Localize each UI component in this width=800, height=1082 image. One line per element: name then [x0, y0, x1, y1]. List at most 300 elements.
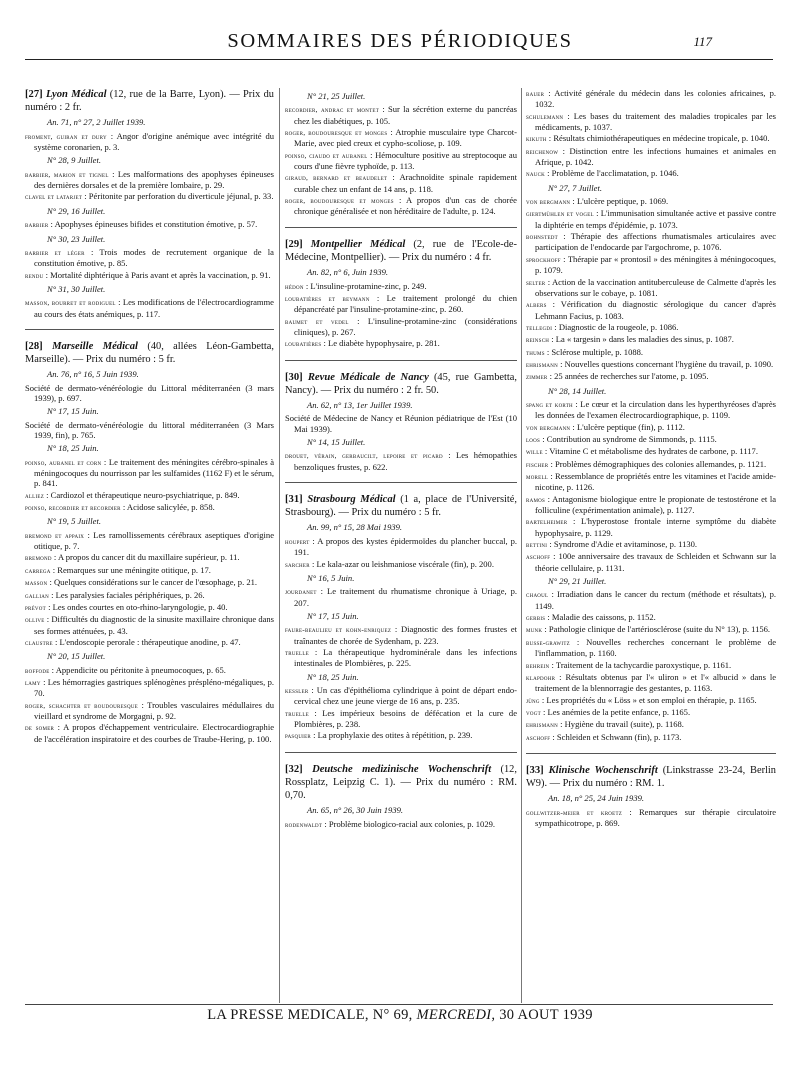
article-entry — [285, 536, 517, 558]
issue-line: N° 20, 15 Juillet. — [47, 651, 106, 662]
article-entry — [526, 637, 776, 659]
journal-heading — [285, 493, 517, 519]
article-entry — [25, 590, 274, 601]
article-author: bartelheimer — [526, 517, 568, 527]
journal-number: [30] — [285, 371, 308, 383]
article-title: : Antagonisme biologique entre le propionate de testostérone et la folliculine (expérimentation animale), p. 1127. — [535, 493, 776, 516]
article-author: munk — [526, 625, 543, 635]
article-entry — [25, 247, 274, 269]
article-entry — [526, 334, 776, 345]
article-entry — [25, 665, 274, 676]
journal-name: Klinische Wochenschrift — [548, 764, 658, 776]
article-author: houpert — [285, 536, 310, 546]
article-author: busse-grawitz — [526, 637, 570, 647]
article-title: : Difficultés du diagnostic de la sinusite maxillaire chronique dans ses formes atténuées, p. 43. — [34, 614, 274, 636]
article-title: Société de Médecine de Nancy et Réunion pédiatrique de l'Est (10 Mai 1939). — [285, 413, 517, 434]
article-entry — [526, 111, 776, 133]
article-entry — [25, 565, 274, 576]
article-author: ehrismann — [526, 359, 558, 369]
journal-number: [32] — [285, 763, 313, 775]
article-title: : Un cas d'épithélioma cylindrique à point de départ endo-cervical chez une jeune vierge de 16 ans, p. 235. — [294, 684, 517, 707]
article-entry — [526, 196, 776, 207]
article-entry — [25, 552, 274, 563]
article-title: : Le traitement des méningites cérébro-spinales à méningocoques du nourrisson par les sulfamides (1162 F) et le sérum, p. 841. — [34, 456, 274, 489]
article-author: boffode — [25, 665, 50, 675]
article-author: recordier, andrac et montet — [285, 105, 380, 115]
article-author: barbier et léger — [25, 247, 85, 257]
article-entry — [25, 270, 274, 281]
article-title: : Les modifications de l'électrocardiogramme au cours des états anémiques, p. 117. — [34, 297, 274, 319]
article-entry — [526, 660, 776, 671]
journal-heading — [526, 764, 776, 790]
article-title: : Problème biologico-racial aux colonies, p. 1029. — [322, 818, 496, 829]
article-entry — [25, 420, 274, 441]
journal-number: [28] — [25, 340, 53, 352]
article-entry — [526, 371, 776, 382]
article-title: : La thérapeutique hydrominérale dans les infections intestinales de Plombières, p. 225. — [294, 646, 517, 669]
article-author: morell — [526, 472, 549, 481]
article-author: carrega — [25, 565, 51, 575]
article-entry — [526, 299, 776, 321]
article-entry — [25, 383, 274, 404]
article-title: : Ressemblance de propriétés entre les vitamines et l'acide amide-nicotine, p. 1126. — [535, 471, 776, 493]
column-divider — [521, 88, 522, 1003]
article-entry — [526, 732, 776, 743]
article-entry — [25, 490, 274, 501]
article-title: : Apophyses épineuses bifides et constitution émotive, p. 57. — [48, 219, 258, 230]
article-entry — [526, 322, 776, 333]
article-author: ehrismann — [526, 720, 558, 730]
article-author: rodenwaldt — [285, 819, 323, 829]
article-entry — [526, 146, 776, 168]
article-title: Société de dermato-vénéréologie du Littoral méditerranéen (3 mars 1939), p. 697. — [25, 382, 274, 403]
article-entry — [526, 624, 776, 635]
article-author: wille — [526, 447, 543, 457]
article-author: tellegdi — [526, 322, 553, 332]
article-author: vogt — [526, 707, 541, 717]
issue-line: N° 18, 25 Juin. — [47, 443, 99, 454]
article-title: : Sur la sécrétion externe du pancréas chez les diabétiques, p. 105. — [294, 104, 518, 126]
article-title: : Le kala-azar ou leishmaniose viscérale (fin), p. 200. — [309, 558, 494, 569]
article-title: : A propos du cancer dit du maxillaire supérieur, p. 11. — [51, 552, 240, 563]
article-title: : Troubles vasculaires médullaires du vieillard et syndrome de Morgagni, p. 92. — [34, 699, 275, 721]
article-author: poinso, ciaudo et aubanel — [285, 150, 368, 160]
article-author: roger, boudouresque et monges — [285, 128, 388, 138]
article-author: poinso, aubanel et corn — [25, 457, 102, 467]
article-title: : 100e anniversaire des travaux de Schleiden et Schwann sur la théorie cellulaire, p. 1131. — [535, 551, 776, 573]
footer-rule — [25, 1004, 773, 1005]
article-title: : Diagnostic des formes frustes et traînantes de chorée de Sydenham, p. 223. — [294, 624, 517, 646]
article-author: von bergmann — [526, 197, 571, 207]
article-title: : Irradiation dans le cancer du rectum (méthode et résultats), p. 1149. — [535, 589, 776, 611]
article-entry — [526, 707, 776, 718]
article-author: hédon — [285, 281, 304, 291]
article-title: : Hémoculture positive au streptocoque au cours d'une fièvre typhoïde, p. 113. — [294, 149, 517, 172]
article-entry — [285, 338, 517, 349]
article-entry — [526, 719, 776, 730]
article-author: pasquier — [285, 731, 311, 741]
article-author: truelle — [285, 708, 309, 718]
article-entry — [25, 530, 274, 552]
article-title: : Activité générale du médecin dans les colonies africaines, p. 1032. — [535, 88, 776, 110]
article-entry — [526, 208, 776, 230]
article-title: : L'insuline-protamine-zinc, p. 249. — [303, 280, 427, 291]
article-entry — [285, 819, 517, 830]
article-entry — [25, 700, 274, 722]
article-title: : Les hémorragies gastriques splénogènes préspléno-mégaliques, p. 70. — [34, 676, 274, 699]
article-title: : Les impérieux besoins de défécation et la cure de Plombières, p. 238. — [294, 707, 517, 729]
article-title: : Nouvelles questions concernant l'hygiène du travail, p. 1090. — [557, 358, 774, 369]
journal-address: (2, rue de l'Ecole-de-Médecine, Montpellier). — Prix du numéro : 4 fr. — [285, 238, 517, 263]
column-left — [25, 88, 274, 745]
article-entry — [25, 614, 274, 636]
article-title: : Les ramollissements cérébraux aseptiques d'origine otitique, p. 7. — [34, 529, 274, 552]
issue-line: N° 28, 14 Juillet. — [548, 385, 607, 396]
article-author: loubatières et beymann — [285, 293, 370, 303]
journal-number: [29] — [285, 238, 311, 250]
article-entry — [526, 672, 776, 694]
article-author: bremond — [25, 553, 52, 563]
article-entry — [25, 502, 274, 513]
article-entry — [25, 602, 274, 613]
article-entry — [526, 359, 776, 370]
article-entry — [526, 494, 776, 516]
page-header — [20, 30, 780, 62]
article-title: : La « targesin » dans les maladies des sinus, p. 1087. — [549, 334, 734, 345]
article-title: : Arachnoïdite spinale rapidement curable chez un enfant de 14 ans, p. 118. — [294, 172, 517, 194]
article-entry — [285, 624, 517, 646]
page-title: SOMMAIRES DES PÉRIODIQUES — [227, 30, 573, 52]
article-entry — [526, 807, 776, 829]
issue-line: N° 29, 21 Juillet. — [548, 576, 607, 587]
article-entry — [25, 577, 274, 588]
article-title: : Le diabète hypophysaire, p. 281. — [321, 338, 440, 349]
article-entry — [526, 434, 776, 445]
article-entry — [526, 516, 776, 538]
article-author: aschoff — [526, 552, 551, 562]
article-title: : Appendicite ou péritonite à pneumocoques, p. 65. — [49, 664, 226, 675]
journal-name: Lyon Médical — [45, 89, 107, 100]
article-entry — [526, 551, 776, 573]
article-author: bohnstedt — [526, 232, 558, 242]
article-entry — [285, 685, 517, 707]
article-title: : Les paralysies faciales périphériques, p. 26. — [48, 589, 205, 600]
article-author: drouet, vérain, gerbaucilt, lepoire et picard — [285, 451, 443, 461]
article-author: ramos — [526, 494, 546, 504]
article-title: : Maladie des caissons, p. 1152. — [545, 612, 656, 623]
article-title: : Diagnostic de la rougeole, p. 1086. — [552, 321, 679, 332]
article-title: : Résultats obtenus par l'« uliron » et l'« albucid » dans le traitement de la blennorragie des gestantes, p. 1163. — [535, 671, 776, 694]
article-title: : Les bases du traitement des maladies tropicales par les médicaments, p. 1037. — [535, 110, 776, 133]
article-title: : Syndrome d'Adie et avitaminose, p. 1130. — [547, 539, 698, 550]
article-author: sprockhoff — [526, 254, 561, 264]
article-title: : Quelques considérations sur le cancer de l'œsophage, p. 21. — [47, 577, 258, 588]
article-entry — [285, 281, 517, 292]
journal-separator — [285, 360, 517, 361]
issue-line: N° 30, 23 Juillet. — [47, 233, 106, 244]
article-title: : Les hémopathies benzoliques frustes, p. 622. — [294, 450, 518, 472]
article-author: masson, bourret et rodiguel — [25, 298, 116, 308]
page-number: 117 — [693, 34, 712, 49]
article-title: : Sclérose multiple, p. 1088. — [544, 346, 644, 357]
journal-heading — [25, 88, 274, 114]
article-author: roger, schachter et boudouresque — [25, 700, 138, 710]
article-author: albers — [526, 300, 547, 310]
article-author: thums — [526, 347, 545, 357]
article-title: : Problème de l'acclimatation, p. 1046. — [545, 168, 679, 179]
article-entry — [285, 293, 517, 315]
journal-heading — [25, 340, 274, 366]
journal-number: [27] — [25, 89, 46, 100]
article-author: behrein — [526, 660, 550, 670]
article-title: : Acidose salicylée, p. 858. — [120, 502, 215, 513]
article-author: loubatières — [285, 339, 322, 349]
article-title: : A propos des kystes épidermoïdes du plancher buccal, p. 191. — [294, 535, 517, 558]
article-entry — [285, 150, 517, 172]
article-entry — [526, 589, 776, 611]
article-entry — [526, 612, 776, 623]
article-title: : Traitement de la tachycardie paroxystique, p. 1161. — [549, 659, 732, 670]
article-author: bettini — [526, 540, 548, 550]
article-entry — [25, 191, 274, 202]
article-title: : Remarques sur thérapie circulatoire sympathicotrope, p. 869. — [535, 806, 776, 828]
journal-separator — [526, 753, 776, 754]
issue-line: An. 82, n° 6, Juin 1939. — [307, 267, 389, 278]
article-title: : L'ulcère peptique, p. 1069. — [570, 196, 669, 207]
article-author: barbier — [25, 220, 49, 230]
article-author: nauck — [526, 169, 546, 179]
column-middle — [285, 88, 517, 831]
issue-line: N° 14, 15 Juillet. — [307, 437, 366, 448]
article-author: roger, boudouresque et monges — [285, 196, 394, 206]
issue-line: N° 16, 5 Juin. — [307, 572, 355, 583]
article-author: clavel et latarjet — [25, 192, 83, 202]
header-rule — [25, 59, 773, 60]
article-title: : Thérapie des affections rhumatismales articulaires avec participation de l'endocarde par l'argochrome, p. 1076. — [535, 231, 776, 253]
article-entry — [526, 399, 776, 421]
issue-line: An. 62, n° 13, 1er Juillet 1939. — [307, 400, 413, 410]
article-title: : Thérapie par « prontosil » des méningites à méningocoques, p. 1079. — [535, 253, 776, 276]
article-title: : Remarques sur une méningite otitique, p. 17. — [50, 564, 211, 575]
article-author: ollive — [25, 615, 45, 625]
journal-address: (12, Rossplatz, Leipzig C. 1). — Prix du numéro : RM. 0,70. — [285, 763, 517, 802]
article-title: : Schleiden et Schwann (fin), p. 1173. — [550, 731, 682, 742]
article-author: prévot — [25, 602, 46, 612]
article-entry — [25, 219, 274, 230]
article-title: : Mortalité diphtérique à Paris avant et après la vaccination, p. 91. — [43, 269, 271, 280]
journal-name: Revue Médicale de Nancy — [307, 371, 429, 383]
article-entry — [285, 586, 517, 608]
article-author: aschoff — [526, 732, 551, 742]
article-entry — [526, 459, 776, 470]
article-entry — [25, 637, 274, 648]
article-author: loos — [526, 434, 541, 444]
article-author: claustre — [25, 637, 53, 647]
article-entry — [285, 195, 517, 217]
journal-name: Marseille Médical — [52, 340, 138, 352]
footer-day: MERCREDI, — [416, 1007, 496, 1023]
journal-address: (40, allées Léon-Gambetta, Marseille). — Prix du numéro : 5 fr. — [25, 340, 274, 366]
journal-address: (Linkstrasse 23-24, Berlin W9). — Prix du numéro : RM. 1. — [526, 764, 776, 790]
article-entry — [526, 133, 776, 144]
issue-line: N° 19, 5 Juillet. — [47, 516, 101, 527]
article-entry — [25, 169, 274, 191]
article-author: chaoul — [526, 590, 549, 600]
article-author: kikuth — [526, 134, 547, 144]
journal-name: Strasbourg Médical — [307, 494, 396, 506]
article-entry — [285, 450, 517, 472]
article-entry — [25, 722, 274, 744]
article-title: : L'hyperostose frontale interne symptôme du diabète hypophysaire, p. 1129. — [535, 516, 776, 538]
article-author: faure-beaulieu et kohn-enriquez — [285, 625, 392, 635]
issue-line: An. 76, n° 16, 5 Juin 1939. — [47, 369, 139, 380]
article-entry — [285, 647, 517, 669]
article-author: bauer — [526, 89, 545, 98]
journal-heading — [285, 238, 517, 264]
article-entry — [526, 422, 776, 433]
issue-line: N° 17, 15 Juin. — [307, 610, 359, 621]
article-entry — [25, 131, 274, 153]
article-entry — [526, 254, 776, 276]
article-entry — [526, 695, 776, 706]
article-title: : Résultats chimiothérapeutiques en médecine tropicale, p. 1040. — [546, 133, 770, 144]
article-title: : La prophylaxie des otites à répétition, p. 239. — [311, 730, 473, 741]
article-title: : L'endoscopie perorale : thérapeutique anodine, p. 47. — [52, 636, 241, 647]
article-author: barbier, marion et tignel — [25, 169, 109, 179]
article-entry — [526, 168, 776, 179]
article-entry — [25, 297, 274, 319]
article-title: : Le traitement prolongé du chien dépancréaté par l'insuline-protamine-zinc, p. 260. — [294, 292, 517, 315]
issue-line: N° 21, 25 Juillet. — [307, 91, 366, 101]
article-author: gerbis — [526, 613, 546, 623]
article-entry — [285, 413, 517, 434]
journal-number: [31] — [285, 494, 308, 506]
issue-line: N° 27, 7 Juillet. — [548, 182, 602, 193]
page-footer — [20, 1007, 780, 1025]
issue-line: N° 28, 9 Juillet. — [47, 155, 101, 166]
journal-separator — [285, 482, 517, 483]
article-entry — [285, 708, 517, 730]
article-entry — [526, 88, 776, 110]
article-author: gallian — [25, 590, 49, 600]
article-title: : Le cœur et la circulation dans les hyperthyréoses d'après les données de l'examen électrocardiographique, p. 1109. — [535, 398, 776, 421]
issue-line: An. 18, n° 25, 24 Juin 1939. — [548, 793, 645, 804]
article-author: rendu — [25, 270, 44, 280]
article-author: von bergmann — [526, 422, 571, 432]
article-title: : Les anémies de la petite enfance, p. 1165. — [540, 706, 691, 717]
article-entry — [285, 104, 517, 126]
article-title: : Vérification du diagnostic sérologique du cancer d'après Lehmann Facius, p. 1083. — [535, 299, 776, 321]
article-author: zimmer — [526, 372, 548, 382]
article-author: truelle — [285, 647, 309, 657]
journal-address: (1 a, place de l'Université, Strasbourg). — Prix du numéro : 5 fr. — [285, 494, 517, 519]
article-title: : Pathologie clinique de l'artériosclérose (suite du N° 13), p. 1156. — [542, 624, 771, 635]
article-author: de somer — [25, 723, 55, 733]
article-title: : Les propriétés du « Löss » et son emploi en thérapie, p. 1165. — [539, 694, 757, 705]
article-entry — [285, 127, 517, 149]
issue-line: An. 99, n° 15, 28 Mai 1939. — [307, 522, 403, 533]
column-right — [526, 88, 776, 829]
article-author: giertmühlen et vogel — [526, 209, 594, 219]
issue-line: N° 31, 30 Juillet. — [47, 283, 106, 294]
journal-separator — [285, 227, 517, 228]
article-title: : 25 années de recherches sur l'atome, p. 1095. — [547, 371, 709, 382]
article-title: : Angor d'origine anémique avec intégrité du système coronarien, p. 3. — [34, 130, 274, 153]
article-title: : Les ondes courtes en oto-rhino-laryngologie, p. 40. — [45, 601, 228, 612]
journal-separator — [285, 752, 517, 753]
article-author: bremond et appaix — [25, 530, 85, 540]
journal-separator — [25, 329, 274, 330]
article-title: : Hygiène du travail (suite), p. 1168. — [557, 719, 684, 730]
article-author: giraud, bernard et beaudelet — [285, 173, 388, 183]
article-title: Société de dermato-vénéréologie du littoral méditerranéen (3 Mars 1939, fin), p. 765. — [25, 419, 274, 441]
article-author: reinsch — [526, 335, 550, 345]
article-title: : L'insuline-protamine-zinc (considérations cliniques), p. 267. — [294, 315, 517, 337]
article-entry — [25, 457, 274, 489]
article-author: fischer — [526, 459, 549, 469]
journal-address: (45, rue Gambetta, Nancy). — Prix du numéro : 2 fr. 50. — [285, 371, 517, 396]
article-author: reichenow — [526, 146, 559, 156]
article-author: froment, guiran et dury — [25, 131, 107, 141]
article-title: : Cardiozol et thérapeutique neuro-psychiatrique, p. 849. — [44, 489, 240, 500]
article-entry — [285, 316, 517, 338]
article-author: lamy — [25, 677, 41, 687]
article-title: : Vitamine C et métabolisme des hydrates de carbone, p. 1117. — [542, 446, 758, 457]
article-title: : Problèmes démographiques des colonies allemandes, p. 1121. — [548, 458, 767, 469]
article-author: jourdanet — [285, 587, 317, 597]
article-author: selter — [526, 277, 546, 287]
journal-heading — [285, 763, 517, 803]
article-title: : Péritonite par perforation du diverticule jéjunal, p. 33. — [82, 191, 274, 202]
article-title: : Trois modes de recrutement organique de la constitution émotive, p. 85. — [34, 246, 274, 269]
article-entry — [285, 559, 517, 570]
article-entry — [25, 677, 274, 699]
article-entry — [526, 231, 776, 253]
article-author: jüng — [526, 695, 540, 705]
article-author: poinso, recordier et recordier — [25, 503, 121, 513]
article-author: masson — [25, 578, 48, 588]
journal-number: [33] — [526, 764, 549, 776]
article-title: : Contribution au syndrome de Simmonds, p. 1115. — [540, 433, 717, 444]
article-entry — [526, 347, 776, 358]
issue-line: An. 65, n° 26, 30 Juin 1939. — [307, 805, 404, 816]
issue-line: N° 18, 25 Juin. — [307, 671, 359, 682]
article-title: : Le traitement du rhumatisme chronique à Uriage, p. 207. — [294, 586, 517, 608]
article-title: : L'immunisation simultanée active et passive contre la diphtérie en temps d'épidémie, p. 1073. — [535, 208, 776, 230]
article-title: : Atrophie musculaire type Charcot-Marie, avec pied creux et cypho-scoliose, p. 109. — [294, 127, 517, 149]
column-divider — [279, 88, 280, 1003]
article-entry — [526, 277, 776, 299]
article-entry — [526, 446, 776, 457]
article-title: : A propos d'échappement ventriculaire. Electrocardiographie de l'accélération inspiratoire et des courbes de Traube-Hering, p. 100. — [34, 722, 274, 744]
article-author: spang et korth — [526, 399, 573, 409]
article-entry — [526, 539, 776, 550]
issue-line: An. 71, n° 27, 2 Juillet 1939. — [47, 117, 146, 128]
article-author: schulemann — [526, 111, 564, 121]
article-entry — [285, 172, 517, 194]
article-author: gollwitzer-meier et kroetz — [526, 807, 623, 817]
article-title: : Action de la vaccination antituberculeuse de Calmette d'après les observations sur le cobaye, p. 1081. — [535, 276, 776, 298]
footer-date: 30 AOUT 1939 — [495, 1007, 593, 1023]
article-author: alliez — [25, 490, 44, 500]
article-entry — [285, 730, 517, 741]
article-author: klapdohr — [526, 672, 556, 682]
article-author: baumet et vedel — [285, 316, 349, 326]
journal-heading — [285, 371, 517, 397]
article-author: kessler — [285, 685, 309, 695]
article-title: : Les malformations des apophyses épineuses des dernières dorsales et de la première lombaire, p. 29. — [34, 168, 275, 191]
journal-address: (12, rue de la Barre, Lyon). — Prix du numéro : 2 fr. — [25, 89, 274, 114]
